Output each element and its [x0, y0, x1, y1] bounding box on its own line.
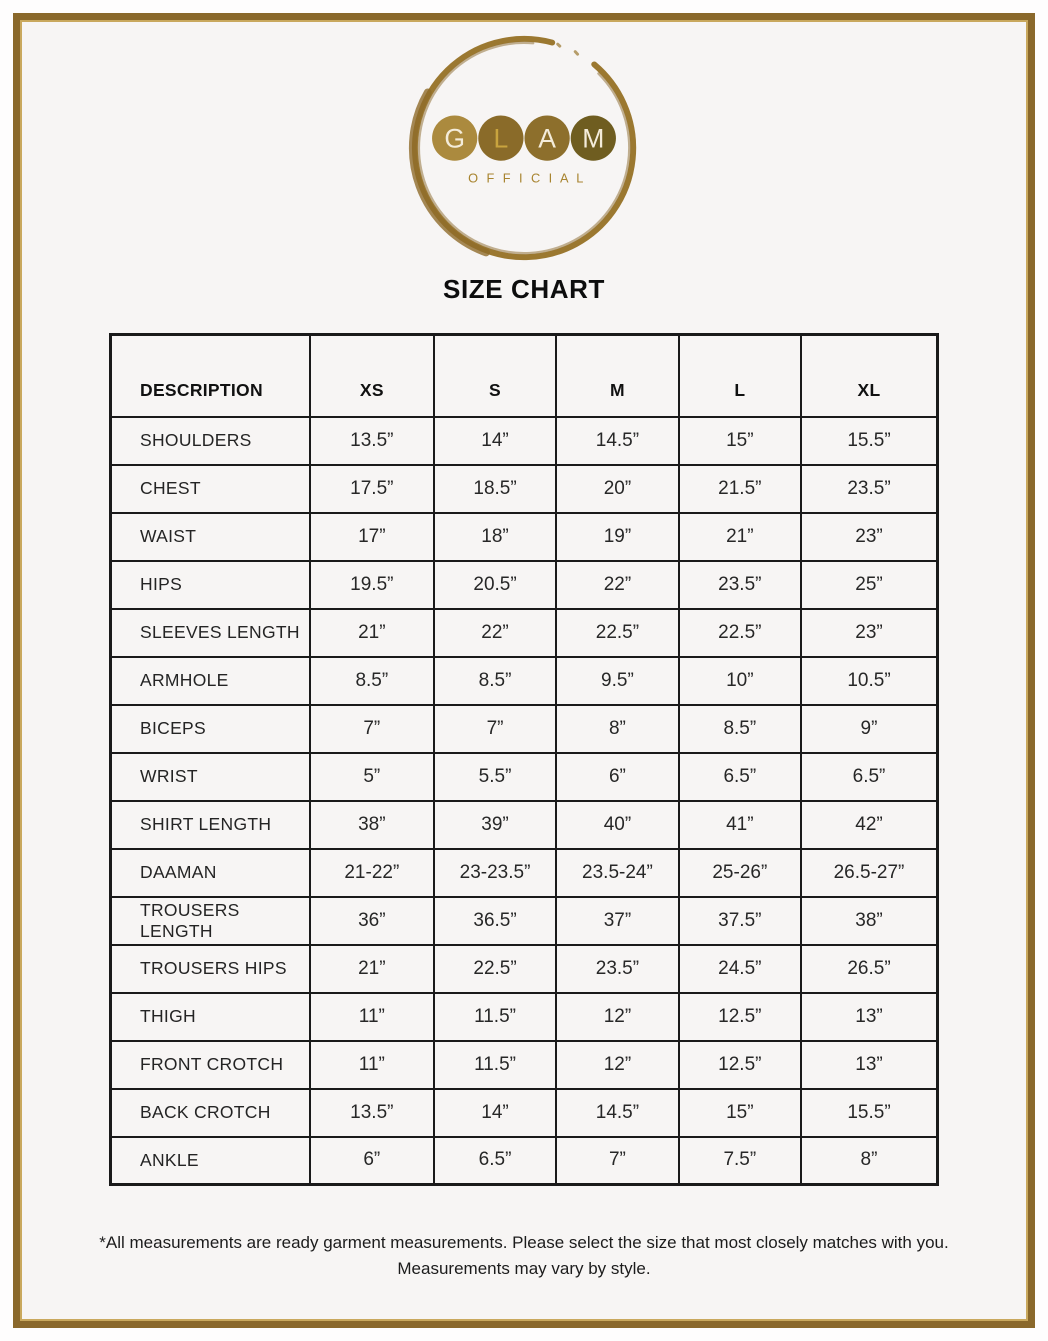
table-row	[111, 513, 938, 561]
size-value: 23.5”	[801, 465, 937, 513]
footnote-line-1: *All measurements are ready garment measurements. Please select the size that most closely matches with you.	[99, 1233, 949, 1252]
table-row	[111, 465, 938, 513]
row-label: SLEEVES LENGTH	[111, 609, 310, 657]
size-value: 8”	[801, 1137, 937, 1185]
size-value: 6.5”	[679, 753, 801, 801]
size-value: 12”	[556, 993, 678, 1041]
size-value: 13.5”	[310, 1089, 434, 1137]
size-value: 14”	[434, 417, 556, 465]
column-header-m: M	[556, 335, 678, 417]
size-chart-table	[109, 333, 939, 1186]
size-value: 22.5”	[556, 609, 678, 657]
size-value: 8.5”	[434, 657, 556, 705]
size-value: 15.5”	[801, 1089, 937, 1137]
size-value: 17”	[310, 513, 434, 561]
size-value: 8”	[556, 705, 678, 753]
size-value: 38”	[310, 801, 434, 849]
size-value: 23-23.5”	[434, 849, 556, 897]
size-value: 7.5”	[679, 1137, 801, 1185]
size-value: 11.5”	[434, 1041, 556, 1089]
table-row	[111, 801, 938, 849]
size-value: 26.5-27”	[801, 849, 937, 897]
size-value: 18”	[434, 513, 556, 561]
size-value: 7”	[310, 705, 434, 753]
size-value: 14”	[434, 1089, 556, 1137]
size-value: 13.5”	[310, 417, 434, 465]
size-value: 41”	[679, 801, 801, 849]
table-row	[111, 561, 938, 609]
table-row	[111, 1089, 938, 1137]
size-value: 6.5”	[801, 753, 937, 801]
size-value: 22.5”	[434, 945, 556, 993]
page-title: SIZE CHART	[443, 274, 605, 304]
size-value: 13”	[801, 1041, 937, 1089]
size-value: 11”	[310, 1041, 434, 1089]
size-value: 11”	[310, 993, 434, 1041]
logo-ring-dash	[575, 52, 577, 55]
table-row	[111, 897, 938, 945]
row-label: FRONT CROTCH	[111, 1041, 310, 1089]
size-value: 14.5”	[556, 1089, 678, 1137]
glam-logo-graphic	[406, 30, 642, 266]
size-value: 36.5”	[434, 897, 556, 945]
row-label: TROUSERS HIPS	[111, 945, 310, 993]
row-label: HIPS	[111, 561, 310, 609]
size-value: 23”	[801, 609, 937, 657]
brand-logo	[406, 30, 642, 266]
size-value: 37.5”	[679, 897, 801, 945]
size-value: 26.5”	[801, 945, 937, 993]
column-header-description: DESCRIPTION	[111, 335, 310, 417]
size-value: 17.5”	[310, 465, 434, 513]
size-value: 38”	[801, 897, 937, 945]
size-value: 12”	[556, 1041, 678, 1089]
size-value: 15.5”	[801, 417, 937, 465]
column-header-xl: XL	[801, 335, 937, 417]
table-row	[111, 753, 938, 801]
row-label: WRIST	[111, 753, 310, 801]
size-value: 22”	[434, 609, 556, 657]
size-value: 10.5”	[801, 657, 937, 705]
size-value: 23.5”	[556, 945, 678, 993]
size-value: 7”	[434, 705, 556, 753]
size-value: 21”	[310, 945, 434, 993]
size-value: 23.5”	[679, 561, 801, 609]
size-value: 13”	[801, 993, 937, 1041]
size-value: 9.5”	[556, 657, 678, 705]
column-header-xs: XS	[310, 335, 434, 417]
size-value: 40”	[556, 801, 678, 849]
footnote	[99, 1230, 948, 1283]
size-value: 11.5”	[434, 993, 556, 1041]
size-value: 6”	[310, 1137, 434, 1185]
table-header-row	[111, 335, 938, 417]
table-row	[111, 1137, 938, 1185]
row-label: ARMHOLE	[111, 657, 310, 705]
logo-letter-a: A	[538, 123, 556, 154]
row-label: TROUSERS LENGTH	[111, 897, 310, 945]
column-header-s: S	[434, 335, 556, 417]
size-value: 25”	[801, 561, 937, 609]
table-row	[111, 1041, 938, 1089]
table-row	[111, 609, 938, 657]
logo-letter-l: L	[493, 123, 509, 154]
size-value: 15”	[679, 417, 801, 465]
size-value: 18.5”	[434, 465, 556, 513]
size-value: 23.5-24”	[556, 849, 678, 897]
logo-subtitle: O F F I C I A L	[468, 170, 586, 186]
size-value: 15”	[679, 1089, 801, 1137]
size-value: 12.5”	[679, 993, 801, 1041]
size-value: 8.5”	[679, 705, 801, 753]
size-value: 8.5”	[310, 657, 434, 705]
size-value: 10”	[679, 657, 801, 705]
size-value: 20”	[556, 465, 678, 513]
size-value: 14.5”	[556, 417, 678, 465]
size-value: 21”	[679, 513, 801, 561]
size-value: 21”	[310, 609, 434, 657]
row-label: SHOULDERS	[111, 417, 310, 465]
size-value: 6.5”	[434, 1137, 556, 1185]
size-value: 12.5”	[679, 1041, 801, 1089]
size-value: 25-26”	[679, 849, 801, 897]
table-row	[111, 417, 938, 465]
logo-letter-m: M	[582, 123, 605, 154]
row-label: BACK CROTCH	[111, 1089, 310, 1137]
row-label: CHEST	[111, 465, 310, 513]
size-value: 22.5”	[679, 609, 801, 657]
size-value: 21.5”	[679, 465, 801, 513]
footnote-line-2: Measurements may vary by style.	[397, 1259, 651, 1279]
table-row	[111, 657, 938, 705]
size-value: 42”	[801, 801, 937, 849]
row-label: THIGH	[111, 993, 310, 1041]
size-value: 19.5”	[310, 561, 434, 609]
size-value: 37”	[556, 897, 678, 945]
size-value: 6”	[556, 753, 678, 801]
size-value: 36”	[310, 897, 434, 945]
row-label: WAIST	[111, 513, 310, 561]
logo-ring-dash	[558, 44, 560, 46]
row-label: ANKLE	[111, 1137, 310, 1185]
row-label: SHIRT LENGTH	[111, 801, 310, 849]
size-value: 20.5”	[434, 561, 556, 609]
column-header-l: L	[679, 335, 801, 417]
table-row	[111, 705, 938, 753]
size-value: 23”	[801, 513, 937, 561]
size-value: 7”	[556, 1137, 678, 1185]
size-value: 22”	[556, 561, 678, 609]
table-row	[111, 849, 938, 897]
size-value: 24.5”	[679, 945, 801, 993]
size-table-body	[111, 417, 938, 1185]
size-value: 5.5”	[434, 753, 556, 801]
table-row	[111, 945, 938, 993]
size-value: 19”	[556, 513, 678, 561]
size-value: 5”	[310, 753, 434, 801]
size-value: 39”	[434, 801, 556, 849]
row-label: BICEPS	[111, 705, 310, 753]
table-row	[111, 993, 938, 1041]
decorative-gold-frame	[13, 13, 1035, 1328]
logo-letter-g: G	[444, 123, 466, 154]
size-value: 9”	[801, 705, 937, 753]
size-value: 21-22”	[310, 849, 434, 897]
row-label: DAAMAN	[111, 849, 310, 897]
